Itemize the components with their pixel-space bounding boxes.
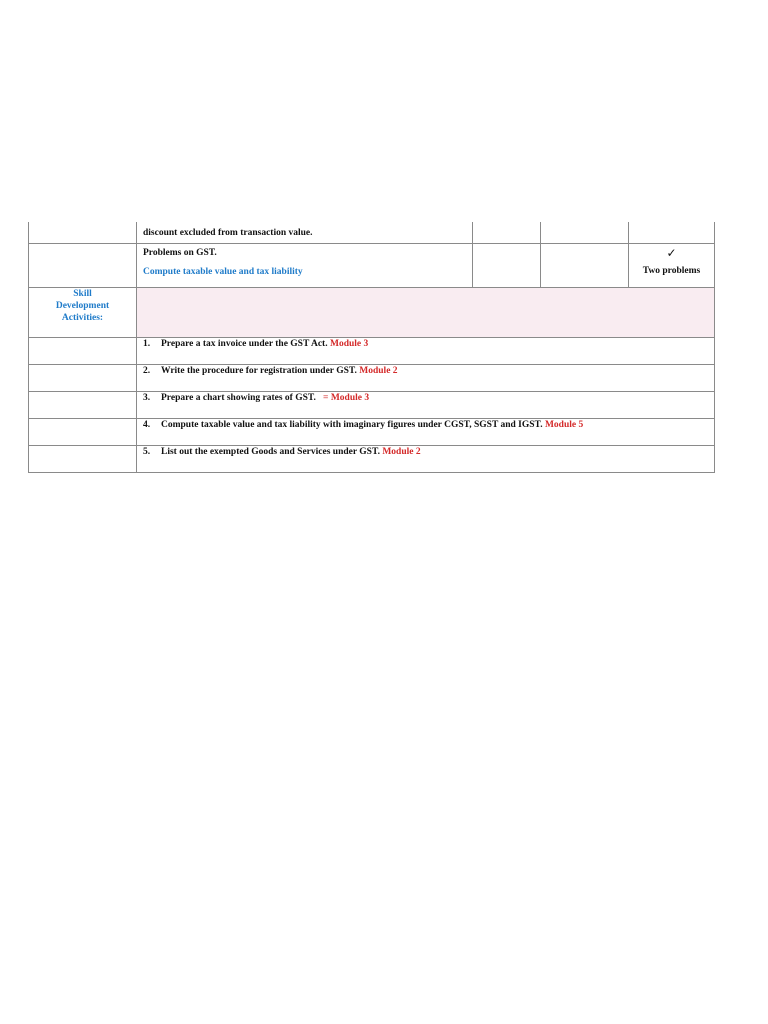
- skill-heading-band: [137, 288, 715, 338]
- activity-text: Prepare a tax invoice under the GST Act.: [161, 339, 328, 349]
- table-row-activity: [29, 392, 715, 419]
- cell-problems-count: [629, 244, 715, 288]
- cell-empty: [29, 338, 137, 365]
- discount-text: discount excluded from transaction value.: [143, 228, 313, 238]
- syllabus-table: [28, 222, 715, 473]
- equals-sign: =: [323, 393, 329, 403]
- module-tag: Module 3: [329, 339, 369, 349]
- skill-development-heading: [29, 288, 137, 338]
- activity-number: 2.: [143, 366, 151, 376]
- cell-discount-text: [137, 222, 473, 244]
- table-row-activity: [29, 446, 715, 473]
- activity-number: 4.: [143, 420, 151, 430]
- cell-empty: [29, 419, 137, 446]
- table-row-problems: [29, 244, 715, 288]
- table-row-skill-heading: [29, 288, 715, 338]
- problems-subtitle: Compute taxable value and tax liability: [143, 267, 303, 277]
- table-row-discount: [29, 222, 715, 244]
- activity-text: List out the exempted Goods and Services under GST.: [161, 447, 380, 457]
- module-tag: Module 5: [544, 420, 584, 430]
- activity-item: [137, 392, 715, 419]
- activity-item: [137, 338, 715, 365]
- table-row-activity: [29, 338, 715, 365]
- table-row-activity: [29, 419, 715, 446]
- problems-title: Problems on GST.: [143, 248, 217, 258]
- skill-heading-line3: Activities:: [61, 313, 104, 323]
- module-tag: Module 2: [359, 366, 398, 376]
- activity-item: [137, 419, 715, 446]
- cell-empty: [473, 222, 541, 244]
- cell-empty: [29, 222, 137, 244]
- module-tag: Module 2: [382, 447, 421, 457]
- skill-heading-line2: Development: [55, 301, 110, 311]
- cell-empty: [29, 446, 137, 473]
- problems-count-label: Two problems: [642, 266, 701, 276]
- cell-empty: [473, 244, 541, 288]
- cell-empty: [29, 365, 137, 392]
- activity-text: Write the procedure for registration under GST.: [161, 366, 357, 376]
- check-icon: ✓: [666, 246, 677, 260]
- cell-empty: [29, 244, 137, 288]
- cell-empty: [629, 222, 715, 244]
- activity-text: Compute taxable value and tax liability with imaginary figures under CGST, SGST and IGST.: [161, 420, 543, 430]
- activity-number: 1.: [143, 339, 151, 349]
- cell-problems-text: [137, 244, 473, 288]
- table-row-activity: [29, 365, 715, 392]
- activity-item: [137, 446, 715, 473]
- cell-empty: [541, 222, 629, 244]
- activity-text: Prepare a chart showing rates of GST.: [161, 393, 316, 403]
- activity-number: 5.: [143, 447, 151, 457]
- cell-empty: [29, 392, 137, 419]
- activity-number: 3.: [143, 393, 151, 403]
- module-tag: Module 3: [330, 393, 370, 403]
- activity-item: [137, 365, 715, 392]
- cell-empty: [541, 244, 629, 288]
- skill-heading-line1: Skill: [73, 289, 92, 299]
